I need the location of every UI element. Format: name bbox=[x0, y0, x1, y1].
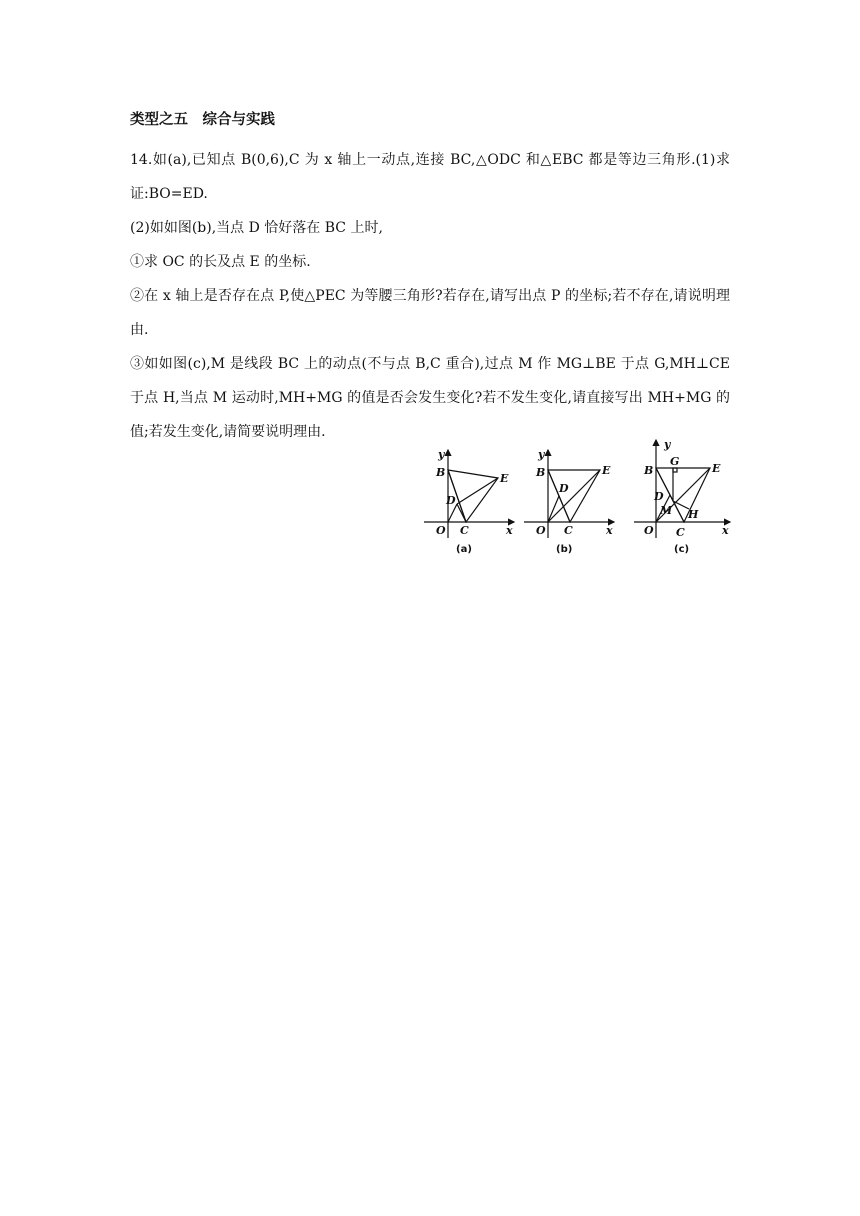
fig-a-point-B: B bbox=[436, 466, 446, 479]
part-2-question-2: ②在 x 轴上是否存在点 P,使△PEC 为等腰三角形?若存在,请写出点 P 的坐标;若不存在,请说明理由. bbox=[130, 288, 730, 338]
fig-b-caption: (b) bbox=[556, 544, 573, 555]
fig-b-point-B: B bbox=[536, 466, 546, 479]
part-2-question-3: ③如如图(c),M 是线段 BC 上的动点(不与点 B,C 重合),过点 M 作 MG⊥BE 于点 G,MH⊥CE 于点 H,当点 M 运动时,MH+MG 的值是否会发生变化?若不发生变化,请直接写出 MH+MG 的值;若发生变化,请简要说明理由. bbox=[130, 356, 730, 440]
fig-a-y-label: y bbox=[438, 448, 445, 461]
fig-b-origin-label: O bbox=[536, 524, 546, 537]
fig-c-point-M: M bbox=[660, 504, 673, 517]
fig-a-point-E: E bbox=[500, 472, 509, 485]
part-2-question-1: ①求 OC 的长及点 E 的坐标. bbox=[130, 254, 311, 270]
fig-a-origin-label: O bbox=[436, 524, 446, 537]
fig-a-point-C: C bbox=[460, 524, 469, 537]
fig-c-point-G: G bbox=[670, 455, 680, 468]
part-2-intro: (2)如如图(b),当点 D 恰好落在 BC 上时, bbox=[130, 220, 383, 236]
fig-c-caption: (c) bbox=[674, 544, 690, 555]
fig-b-y-label: y bbox=[538, 448, 545, 461]
fig-c-point-H: H bbox=[688, 508, 699, 521]
fig-c-point-B: B bbox=[644, 464, 654, 477]
fig-c-origin-label: O bbox=[644, 524, 654, 537]
fig-a-caption: (a) bbox=[456, 544, 472, 555]
fig-a-point-D: D bbox=[446, 494, 456, 507]
fig-c-x-label: x bbox=[722, 524, 729, 537]
section-title: 类型之五 综合与实践 bbox=[130, 112, 275, 128]
fig-b-x-label: x bbox=[606, 524, 613, 537]
fig-b-point-C: C bbox=[564, 524, 573, 537]
fig-c-point-C: C bbox=[676, 526, 685, 539]
fig-c-point-D: D bbox=[654, 490, 664, 503]
fig-b-point-D: D bbox=[559, 482, 569, 495]
fig-c-point-E: E bbox=[712, 462, 721, 475]
geometry-figures bbox=[418, 438, 738, 560]
fig-a-x-label: x bbox=[506, 524, 513, 537]
problem-statement: 14.如(a),已知点 B(0,6),C 为 x 轴上一动点,连接 BC,△ODC 和△EBC 都是等边三角形.(1)求证:BO=ED. bbox=[130, 152, 730, 202]
fig-b-point-E: E bbox=[602, 464, 611, 477]
problem-document bbox=[130, 108, 730, 449]
fig-c-y-label: y bbox=[664, 438, 671, 451]
